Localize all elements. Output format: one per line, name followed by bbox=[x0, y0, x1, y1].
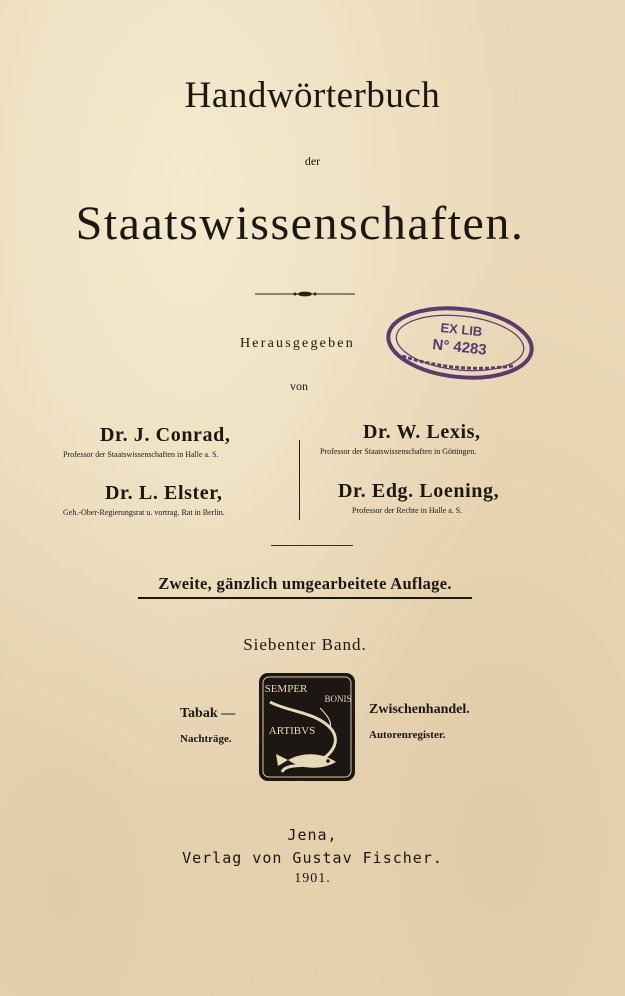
stamp-line-1: EX LIB bbox=[439, 319, 484, 340]
printers-mark-emblem bbox=[258, 672, 356, 782]
editor-name-elster: Dr. L. Elster, bbox=[105, 482, 223, 504]
editors-divider bbox=[299, 440, 300, 520]
contents-end-sub: Autorenregister. bbox=[369, 729, 446, 741]
volume-label: Siebenter Band. bbox=[243, 635, 367, 654]
edition-underline bbox=[138, 597, 472, 599]
editor-affiliation-conrad: Professor der Staatswissenschaften in Halle a. S. bbox=[63, 450, 219, 459]
stamp-line-2: N° 4283 bbox=[431, 336, 488, 359]
contents-start: Tabak — bbox=[180, 706, 236, 721]
title-connector: der bbox=[304, 154, 321, 168]
editor-affiliation-lexis: Professor der Staatswissenschaften in Göttingen. bbox=[320, 447, 477, 456]
library-stamp bbox=[384, 300, 536, 386]
ornamental-rule bbox=[255, 288, 355, 300]
emblem-word-2: BONIS bbox=[324, 694, 352, 704]
editor-name-conrad: Dr. J. Conrad, bbox=[100, 424, 231, 446]
imprint-year: 1901. bbox=[294, 871, 331, 886]
editor-name-lexis: Dr. W. Lexis, bbox=[363, 421, 481, 443]
imprint-place: Jena, bbox=[287, 826, 338, 844]
title-line-2: Staatswissenschaften. bbox=[75, 197, 525, 250]
imprint-publisher: Verlag von Gustav Fischer. bbox=[182, 849, 443, 867]
edited-by-label: Herausgegeben bbox=[240, 336, 355, 351]
von-label: von bbox=[290, 379, 308, 393]
title-line-1: Handwörterbuch bbox=[184, 75, 441, 116]
edition-statement: Zweite, gänzlich umgearbeitete Auflage. bbox=[158, 574, 452, 593]
editor-affiliation-elster: Geh.-Ober-Regierungsrat u. vortrag. Rat in Berlin. bbox=[63, 508, 225, 517]
contents-start-sub: Nachträge. bbox=[180, 733, 232, 745]
section-rule bbox=[271, 545, 353, 546]
editor-affiliation-loening: Professor der Rechte in Halle a. S. bbox=[352, 506, 463, 515]
contents-end: Zwischenhandel. bbox=[369, 702, 470, 717]
emblem-word-3: ARTIBVS bbox=[268, 725, 316, 737]
editor-name-loening: Dr. Edg. Loening, bbox=[338, 480, 500, 502]
emblem-word-1: SEMPER bbox=[264, 683, 308, 695]
